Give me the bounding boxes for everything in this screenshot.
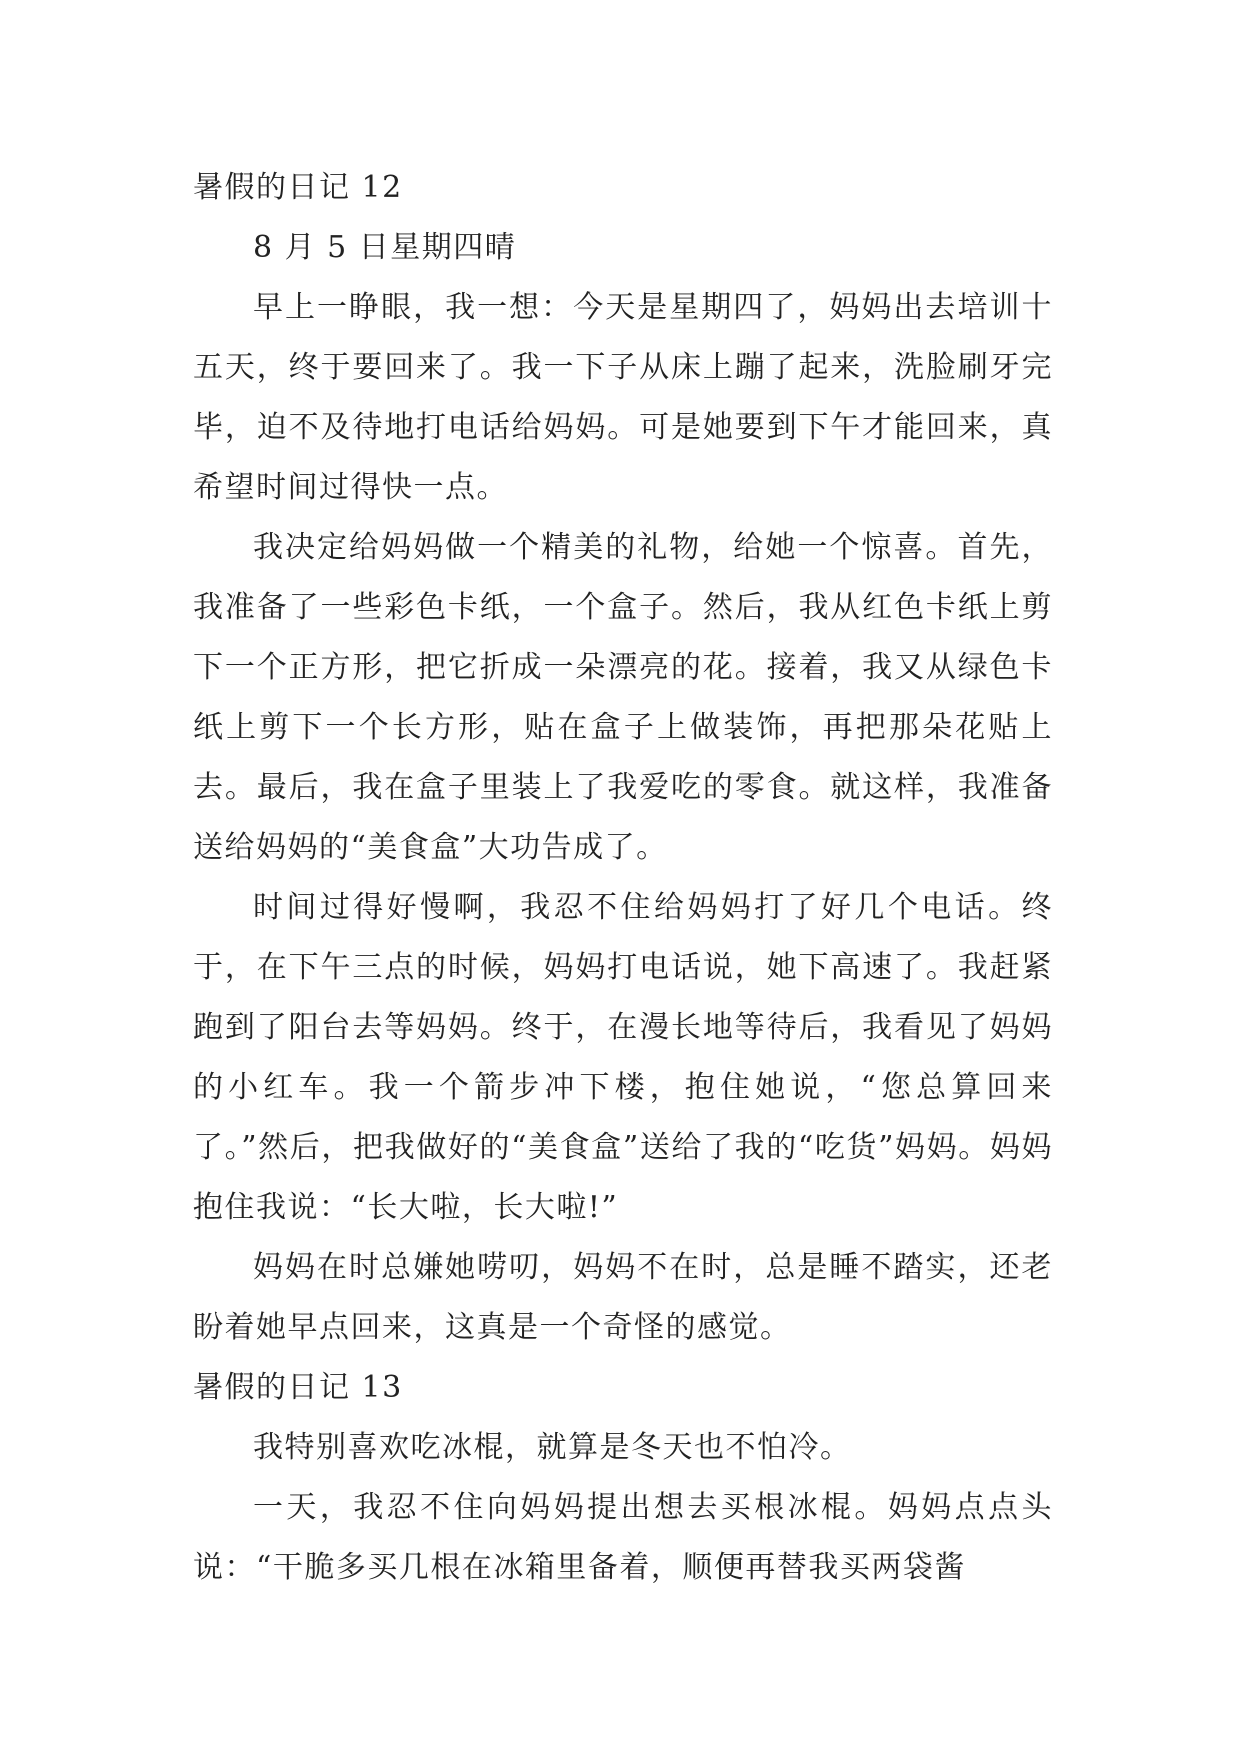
entry-title: 暑假的日记 13 — [193, 1370, 403, 1405]
paragraph: 时间过得好慢啊，我忍不住给妈妈打了好几个电话。终于，在下午三点的时候，妈妈打电话说，她下高速了。我赶紧跑到了阳台去等妈妈。终于，在漫长地等待后，我看见了妈妈的小红车。我一个箭步冲下楼，抱住她说，“您总算回来了。”然后，把我做好的“美食盒”送给了我的“吃货”妈妈。妈妈抱住我说：“长大啦，长大啦!” — [193, 890, 1053, 1225]
paragraph: 我决定给妈妈做一个精美的礼物，给她一个惊喜。首先，我准备了一些彩色卡纸，一个盒子。然后，我从红色卡纸上剪下一个正方形，把它折成一朵漂亮的花。接着，我又从绿色卡纸上剪下一个长方形，贴在盒子上做装饰，再把那朵花贴上去。最后，我在盒子里装上了我爱吃的零食。就这样，我准备送给妈妈的“美食盒”大功告成了。 — [193, 530, 1053, 865]
entry-title: 暑假的日记 12 — [193, 170, 403, 205]
paragraph: 一天，我忍不住向妈妈提出想去买根冰棍。妈妈点点头说：“干脆多买几根在冰箱里备着，顺便再替我买两袋酱 — [193, 1490, 1053, 1585]
document-body — [193, 158, 1053, 1598]
paragraph: 早上一睁眼，我一想：今天是星期四了，妈妈出去培训十五天，终于要回来了。我一下子从床上蹦了起来，洗脸刷牙完毕，迫不及待地打电话给妈妈。可是她要到下午才能回来，真希望时间过得快一点。 — [193, 290, 1053, 505]
paragraph: 我特别喜欢吃冰棍，就算是冬天也不怕冷。 — [253, 1430, 852, 1465]
date-line: 8 月 5 日星期四晴 — [253, 230, 517, 265]
diary-entry-13 — [193, 1358, 1053, 1598]
diary-entry-12 — [193, 158, 1053, 1358]
paragraph: 妈妈在时总嫌她唠叨，妈妈不在时，总是睡不踏实，还老盼着她早点回来，这真是一个奇怪的感觉。 — [193, 1250, 1053, 1345]
